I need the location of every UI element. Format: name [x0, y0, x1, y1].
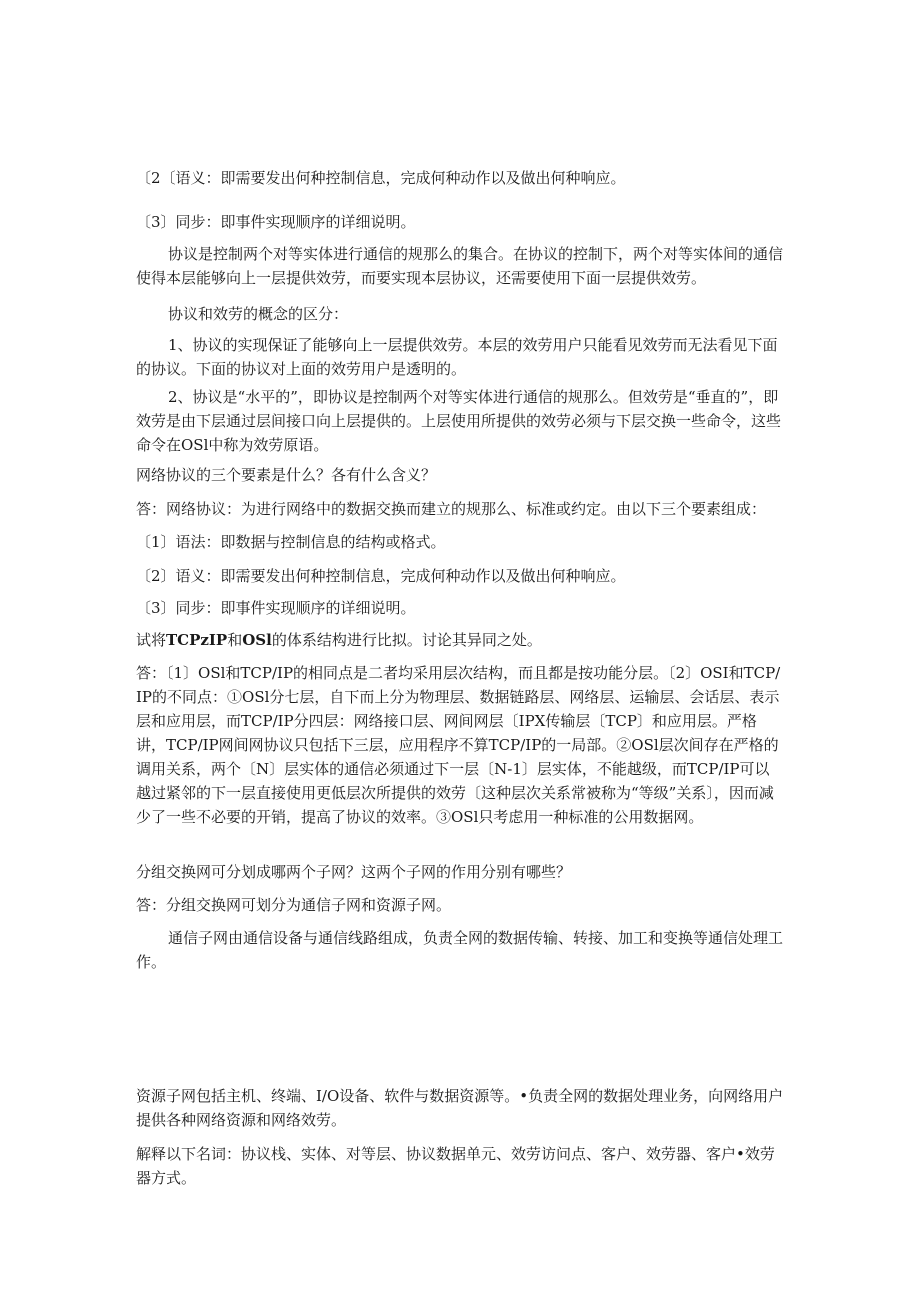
semantics-item-2: 〔2〕语义：即需要发出何种控制信息，完成何种动作以及做出何种响应。: [136, 567, 626, 585]
compare-prefix: 试将: [136, 631, 167, 649]
compare-middle: 和: [227, 631, 243, 649]
terms-question: 解释以下名词：协议栈、实体、对等层、协议数据单元、效劳访问点、客户、效劳器、客户•效劳器方式。: [136, 1145, 775, 1187]
compare-term-tcpip: TCPzIP: [166, 631, 228, 649]
protocol-service-difference-heading: 协议和效劳的概念的区分：: [168, 305, 349, 323]
answer-three-elements: 答：网络协议：为进行网络中的数据交换而建立的规那么、标准或约定。由以下三个要素组成：: [136, 500, 767, 518]
protocol-definition-paragraph: 协议是控制两个对等实体进行通信的规那么的集合。在协议的控制下，两个对等实体间的通信使得本层能够向上一层提供效劳，而要实现本层协议，还需要使用下面一层提供效劳。: [136, 245, 784, 287]
compare-term-osi: OSl: [242, 631, 272, 649]
synchronization-item: 〔3〕同步：即事件实现顺序的详细说明。: [136, 213, 416, 231]
difference-point-2: 2、协议是“水平的”，即协议是控制两个对等实体进行通信的规那么。但效劳是“垂直的”，即效劳是由下层通过层间接口向上层提供的。上层使用所提供的效劳必须与下层交换一些命令，这些命令在OSl中称为效劳原语。: [136, 388, 782, 454]
question-compare-architectures: [136, 628, 784, 652]
resource-subnet-paragraph: 资源子网包括主机、终端、I/O设备、软件与数据资源等。•负责全网的数据处理业务，向网络用户提供各种网络资源和网络效劳。: [136, 1087, 784, 1129]
synchronization-item-2: 〔3〕同步：即事件实现顺序的详细说明。: [136, 599, 416, 617]
question-packet-switching: 分组交换网可分划成哪两个子网？这两个子网的作用分别有哪些？: [136, 863, 572, 881]
syntax-item: 〔1〕语法：即数据与控制信息的结构或格式。: [136, 533, 446, 551]
question-three-elements: 网络协议的三个要素是什么？各有什么含义？: [136, 466, 437, 484]
communication-subnet-paragraph: 通信子网由通信设备与通信线路组成，负责全网的数据传输、转接、加工和变换等通信处理工作。: [136, 929, 784, 971]
compare-suffix: 的体系结构进行比拟。讨论其异同之处。: [271, 631, 542, 649]
answer-compare-architectures: 答：〔1〕OSl和TCP/IP的相同点是二者均采用层次结构，而且都是按功能分层。〔2〕OSI和TCP/IP的不同点：①OSl分七层，自下而上分为物理层、数据链路层、网络层、运输层、会话层、表示层和应用层，而TCP/IP分四层：网络接口层、网间网层〔IPX传输层〔TCP〕和应用层。严格讲，TCP/IP网间网协议只包括下三层，应用程序不算TCP/IP的一局部。②OSl层次间存在严格的调用关系，两个〔N〕层实体的通信必须通过下一层〔N-1〕层实体，不能越级，而TCP/IP可以越过紧邻的下一层直接使用更低层次所提供的效劳〔这种层次关系常被称为“等级”关系〕，因而减少了一些不必要的开销，提高了协议的效率。③OSl只考虑用一种标准的公用数据网。: [136, 664, 781, 826]
answer-packet-switching: 答：分组交换网可划分为通信子网和资源子网。: [136, 896, 452, 914]
difference-point-1: 1、协议的实现保证了能够向上一层提供效劳。本层的效劳用户只能看见效劳而无法看见下面的协议。下面的协议对上面的效劳用户是透明的。: [136, 336, 778, 378]
semantics-item: 〔2〔语义：即需要发出何种控制信息，完成何种动作以及做出何种响应。: [136, 169, 626, 187]
